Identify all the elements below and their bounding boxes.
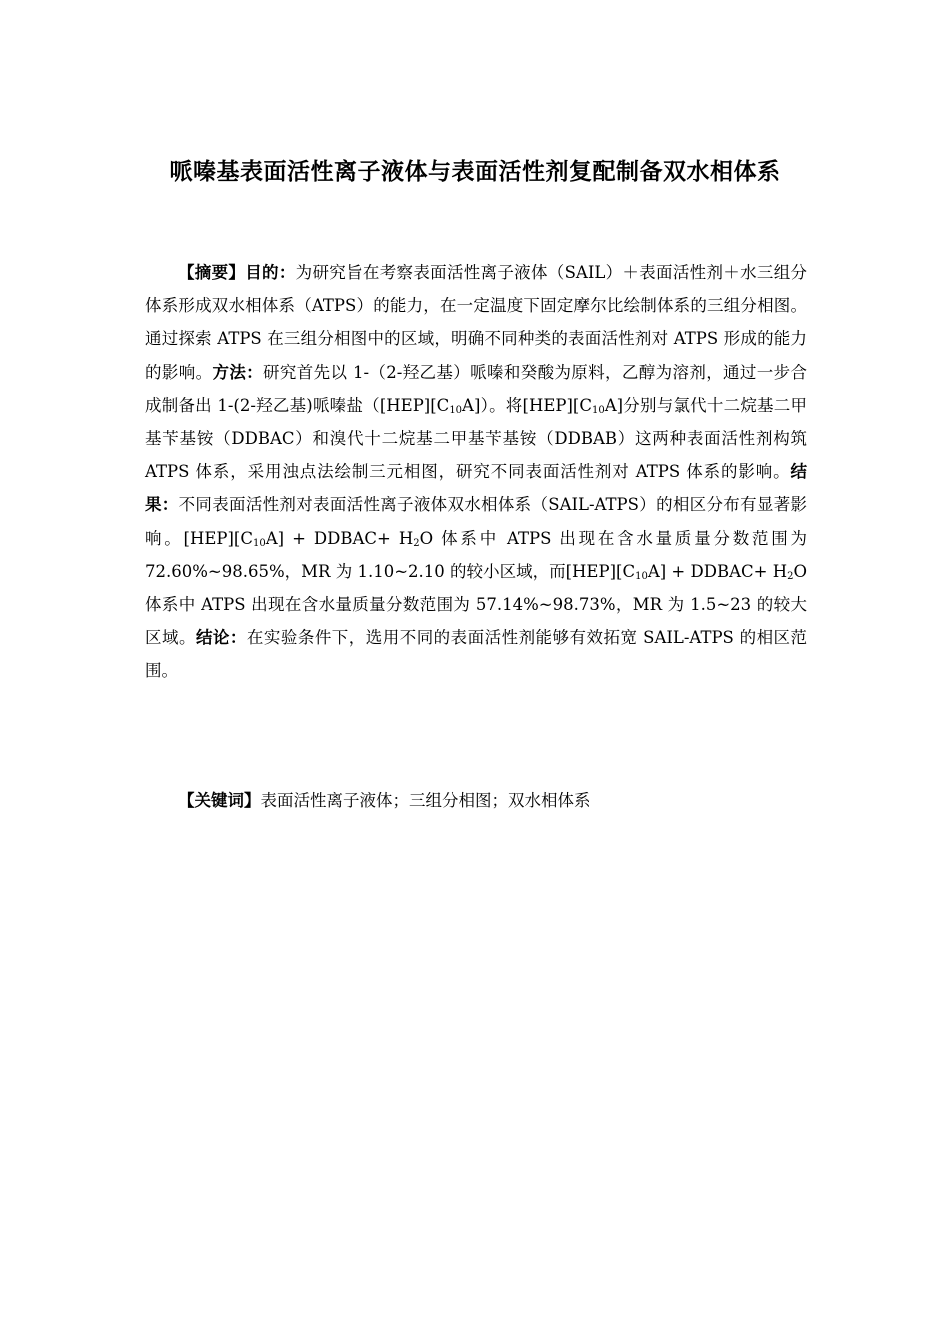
method-text: A]分别与氯代十二烷基二甲基苄基铵（DDBAC）和溴代十二烷基二甲基苄基铵（DDBAB）这两种表面活性剂构筑 ATPS 体系，采用浊点法绘制三元相图，研究不同表面活性剂对 ATPS 体系的影响。 (145, 395, 807, 482)
subscript: 10 (253, 537, 266, 549)
result-text: A] + DDBAC+ H (647, 561, 788, 581)
abstract-heading: 【摘要】 (178, 263, 246, 282)
subscript: 2 (787, 570, 794, 582)
abstract-paragraph (145, 256, 807, 688)
conclusion-text: 在实验条件下，选用不同的表面活性剂能够有效拓宽 SAIL-ATPS 的相区范围。 (145, 628, 808, 681)
method-label: 方法： (212, 362, 264, 382)
keywords-text: 表面活性离子液体；三组分相图；双水相体系 (260, 791, 591, 810)
keywords-paragraph (145, 784, 807, 817)
result-text: 不同表面活性剂对表面活性离子液体双水相体系（SAIL-ATPS）的相区分布有显著影响。[HEP][C (145, 495, 807, 548)
keywords-heading: 【关键词】 (178, 791, 261, 810)
result-text: A] + DDBAC+ H (265, 528, 414, 548)
subscript: 10 (449, 404, 463, 416)
objective-label: 目的： (245, 263, 296, 282)
subscript: 10 (592, 404, 605, 416)
method-text: 研究首先以 1-（2-羟乙基）哌嗪和癸酸为原料，乙醇为溶剂，通过一步合成制备出 1-(2-羟乙基)哌嗪盐（[HEP][C (145, 362, 808, 415)
subscript: 10 (635, 570, 648, 582)
method-text: A]）。将[HEP][C (462, 395, 592, 415)
result-label: 结果： (145, 462, 807, 515)
result-text: O 体系中 ATPS 出现在含水量质量分数范围为 57.14%~98.73%，MR 为 1.5~23 的较大区域。 (145, 561, 807, 648)
objective-text: 为研究旨在考察表面活性离子液体（SAIL）＋表面活性剂＋水三组分体系形成双水相体系（ATPS）的能力，在一定温度下固定摩尔比绘制体系的三组分相图。通过探索 ATPS 在三组分相图中的区域，明确不同种类的表面活性剂对 ATPS 形成的能力的影响。 (145, 263, 808, 382)
document-title: 哌嗪基表面活性离子液体与表面活性剂复配制备双水相体系 (169, 159, 781, 185)
conclusion-label: 结论： (195, 628, 247, 648)
result-text: O 体系中 ATPS 出现在含水量质量分数范围为 72.60%~98.65%，MR 为 1.10~2.10 的较小区域，而[HEP][C (145, 528, 807, 581)
subscript: 2 (413, 537, 420, 549)
